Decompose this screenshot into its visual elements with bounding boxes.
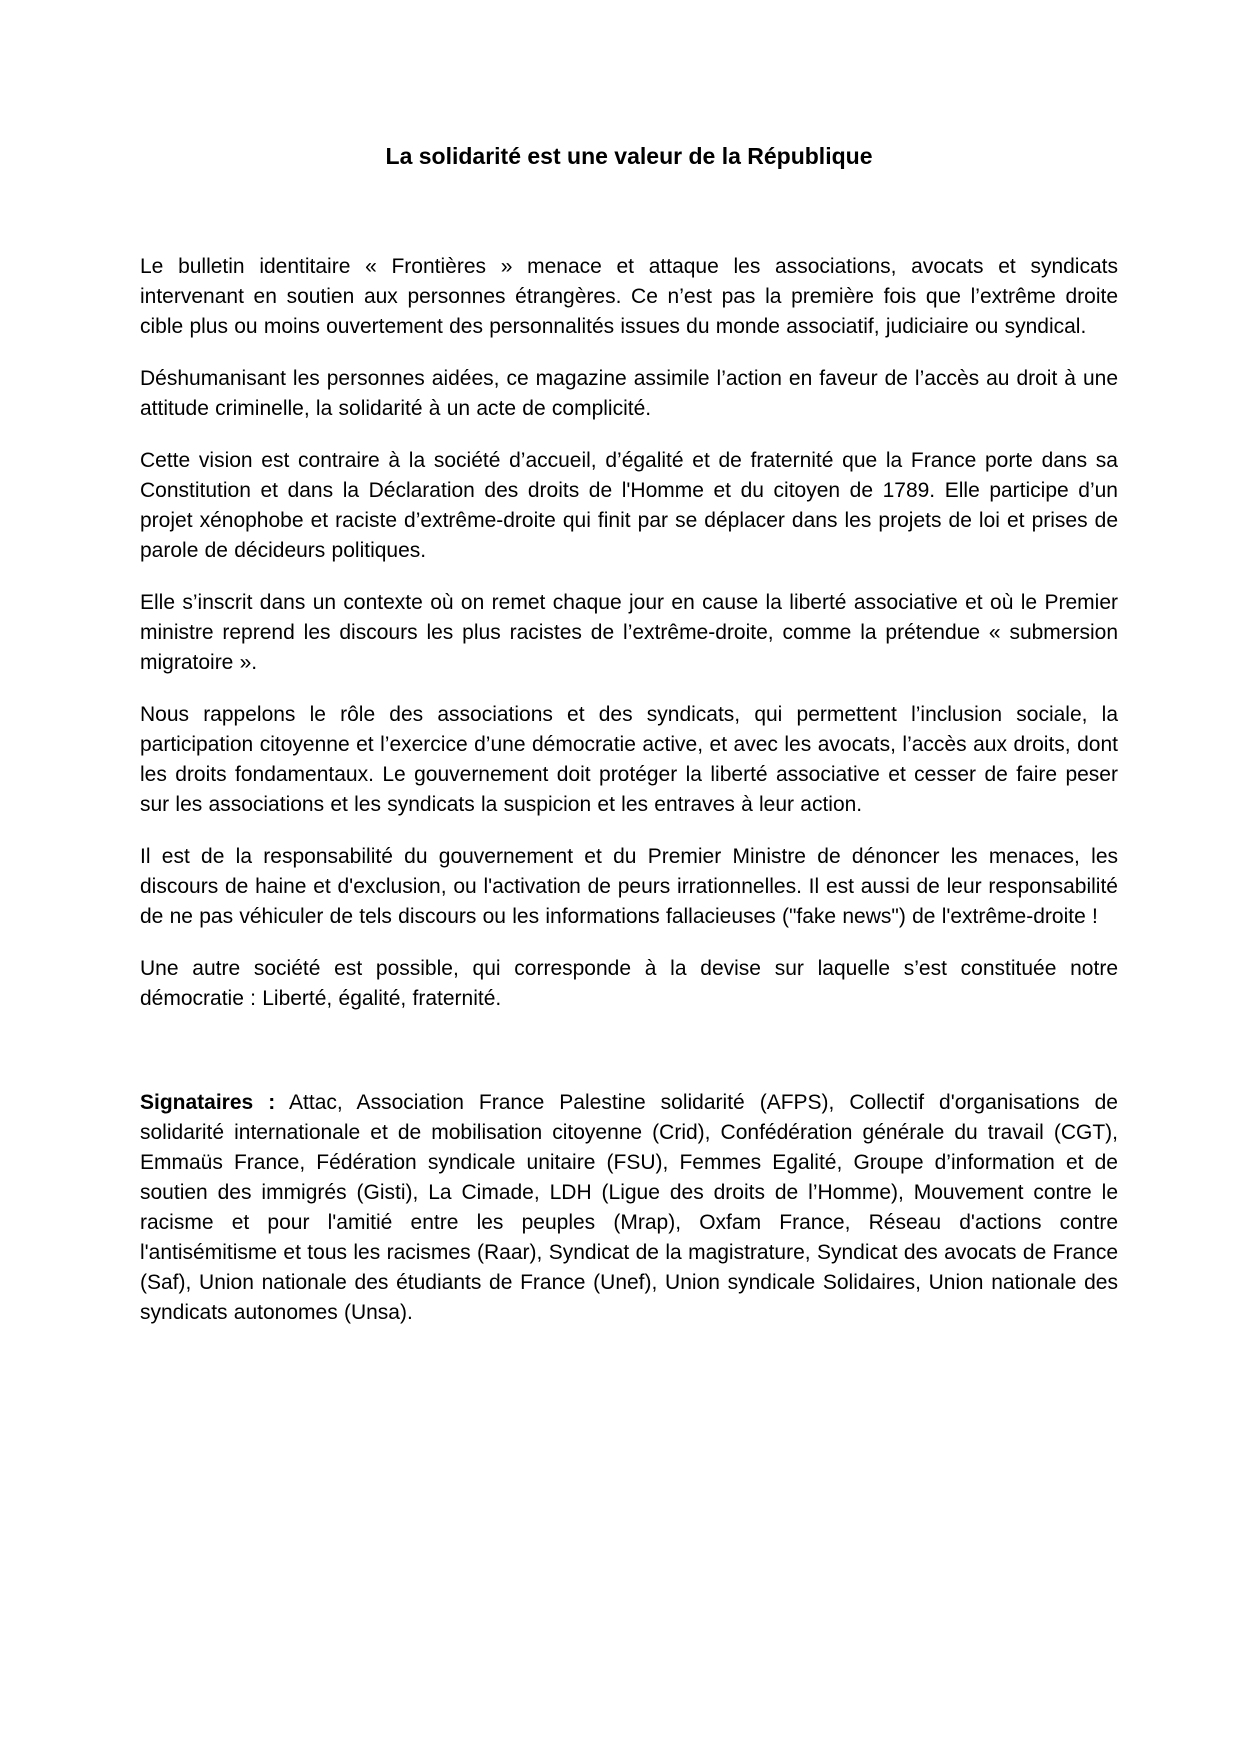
paragraph-responsabilite: Il est de la responsabilité du gouvernement et du Premier Ministre de dénoncer les menaces, les discours de haine et d'exclusion, ou l'activation de peurs irrationnelles. Il est aussi de leur responsabilité de ne pas véhiculer de tels discours ou les informations fallacieuses ("fake news") de l'extrême-droite ! bbox=[140, 845, 1118, 928]
signataires-text: Attac, Association France Palestine solidarité (AFPS), Collectif d'organisations de solidarité internationale et de mobilisation citoyenne (Crid), Confédération générale du travail (CGT), Emmaüs France, Fédération syndicale unitaire (FSU), Femmes Egalité, Groupe d’information et de soutien des immigrés (Gisti), La Cimade, LDH (Ligue des droits de l’Homme), Mouvement contre le racisme et pour l'amitié entre les peuples (Mrap), Oxfam France, Réseau d'actions contre l'antisémitisme et tous les racismes (Raar), Syndicat de la magistrature, Syndicat des avocats de France (Saf), Union nationale des étudiants de France (Unef), Union syndicale Solidaires, Union nationale des syndicats autonomes (Unsa). bbox=[140, 1091, 1118, 1324]
paragraph-role-associations: Nous rappelons le rôle des associations et des syndicats, qui permettent l’inclusion sociale, la participation citoyenne et l’exercice d’une démocratie active, et avec les avocats, l’accès aux droits, dont les droits fondamentaux. Le gouvernement doit protéger la liberté associative et cesser de faire peser sur les associations et les syndicats la suspicion et les entraves à leur action. bbox=[140, 703, 1118, 816]
document-title: La solidarité est une valeur de la République bbox=[385, 143, 873, 169]
paragraph-autre-societe: Une autre société est possible, qui corresponde à la devise sur laquelle s’est constituée notre démocratie : Liberté, égalité, fraternité. bbox=[140, 957, 1118, 1010]
paragraph-contexte: Elle s’inscrit dans un contexte où on remet chaque jour en cause la liberté associative et où le Premier ministre reprend les discours les plus racistes de l’extrême-droite, comme la prétendue « submersion migratoire ». bbox=[140, 591, 1118, 674]
paragraph-deshumanisant: Déshumanisant les personnes aidées, ce magazine assimile l’action en faveur de l’accès au droit à une attitude criminelle, la solidarité à un acte de complicité. bbox=[140, 367, 1118, 420]
paragraph-cette-vision: Cette vision est contraire à la société d’accueil, d’égalité et de fraternité que la France porte dans sa Constitution et dans la Déclaration des droits de l'Homme et du citoyen de 1789. Elle participe d’un projet xénophobe et raciste d’extrême-droite qui finit par se déplacer dans les projets de loi et prises de parole de décideurs politiques. bbox=[140, 449, 1118, 562]
paragraph-bulletin-identitaire: Le bulletin identitaire « Frontières » menace et attaque les associations, avocats et syndicats intervenant en soutien aux personnes étrangères. Ce n’est pas la première fois que l’extrême droite cible plus ou moins ouvertement des personnalités issues du monde associatif, judiciaire ou syndical. bbox=[140, 255, 1118, 338]
signataires-paragraph bbox=[140, 1088, 1118, 1328]
signataires-label: Signataires : bbox=[140, 1091, 276, 1114]
